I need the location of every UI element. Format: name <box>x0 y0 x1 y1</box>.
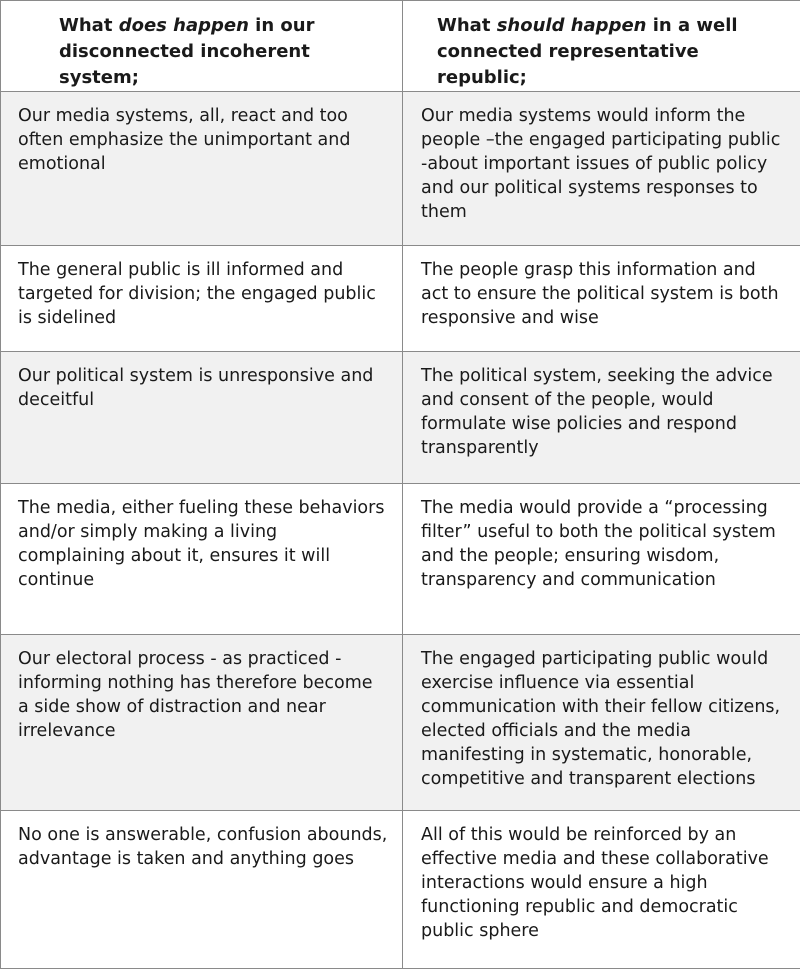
cell-does-happen <box>1 811 403 969</box>
header-should-happen <box>403 1 800 92</box>
table-row <box>1 352 800 484</box>
cell-does-happen <box>1 484 403 635</box>
header-right-pre: What <box>437 15 497 36</box>
cell-does-happen <box>1 246 403 352</box>
cell-should-happen <box>403 635 800 811</box>
cell-text: The media would provide a “processing filter” useful to both the political system and the people; ensuring wisdom, transparency and communication <box>403 484 800 592</box>
table-row <box>1 635 800 811</box>
cell-text: The general public is ill informed and targeted for division; the engaged public is sidelined <box>1 246 402 330</box>
cell-should-happen <box>403 246 800 352</box>
cell-does-happen <box>1 92 403 246</box>
cell-text: No one is answerable, confusion abounds, advantage is taken and anything goes <box>1 811 402 871</box>
cell-text: Our media systems would inform the people –the engaged participating public -about important issues of public policy and our political systems responses to them <box>403 92 800 224</box>
header-left-pre: What <box>59 15 119 36</box>
table-row <box>1 811 800 969</box>
header-left-post: in our disconnected incoherent system; <box>59 15 314 88</box>
header-right-emphasis: should happen <box>497 15 647 36</box>
header-does-happen <box>1 1 403 92</box>
header-right-post: in a well connected representative republic; <box>437 15 738 88</box>
table-row <box>1 92 800 246</box>
header-left-emphasis: does happen <box>119 15 249 36</box>
cell-text: Our media systems, all, react and too often emphasize the unimportant and emotional <box>1 92 402 176</box>
cell-should-happen <box>403 811 800 969</box>
cell-text: Our electoral process - as practiced - informing nothing has therefore become a side show of distraction and near irrelevance <box>1 635 402 743</box>
cell-text: All of this would be reinforced by an effective media and these collaborative interactions would ensure a high functioning republic and democratic public sphere <box>403 811 800 943</box>
cell-does-happen <box>1 352 403 484</box>
table-row <box>1 246 800 352</box>
cell-text: The engaged participating public would exercise influence via essential communication with their fellow citizens, elected officials and the media manifesting in systematic, honorable, competitive and transparent elections <box>403 635 800 791</box>
cell-should-happen <box>403 92 800 246</box>
cell-text: The people grasp this information and act to ensure the political system is both responsive and wise <box>403 246 800 330</box>
header-row <box>1 1 800 92</box>
cell-should-happen <box>403 352 800 484</box>
cell-should-happen <box>403 484 800 635</box>
cell-text: The media, either fueling these behaviors and/or simply making a living complaining about it, ensures it will continue <box>1 484 402 592</box>
cell-text: Our political system is unresponsive and deceitful <box>1 352 402 412</box>
table-row <box>1 484 800 635</box>
cell-does-happen <box>1 635 403 811</box>
cell-text: The political system, seeking the advice and consent of the people, would formulate wise policies and respond transparently <box>403 352 800 460</box>
